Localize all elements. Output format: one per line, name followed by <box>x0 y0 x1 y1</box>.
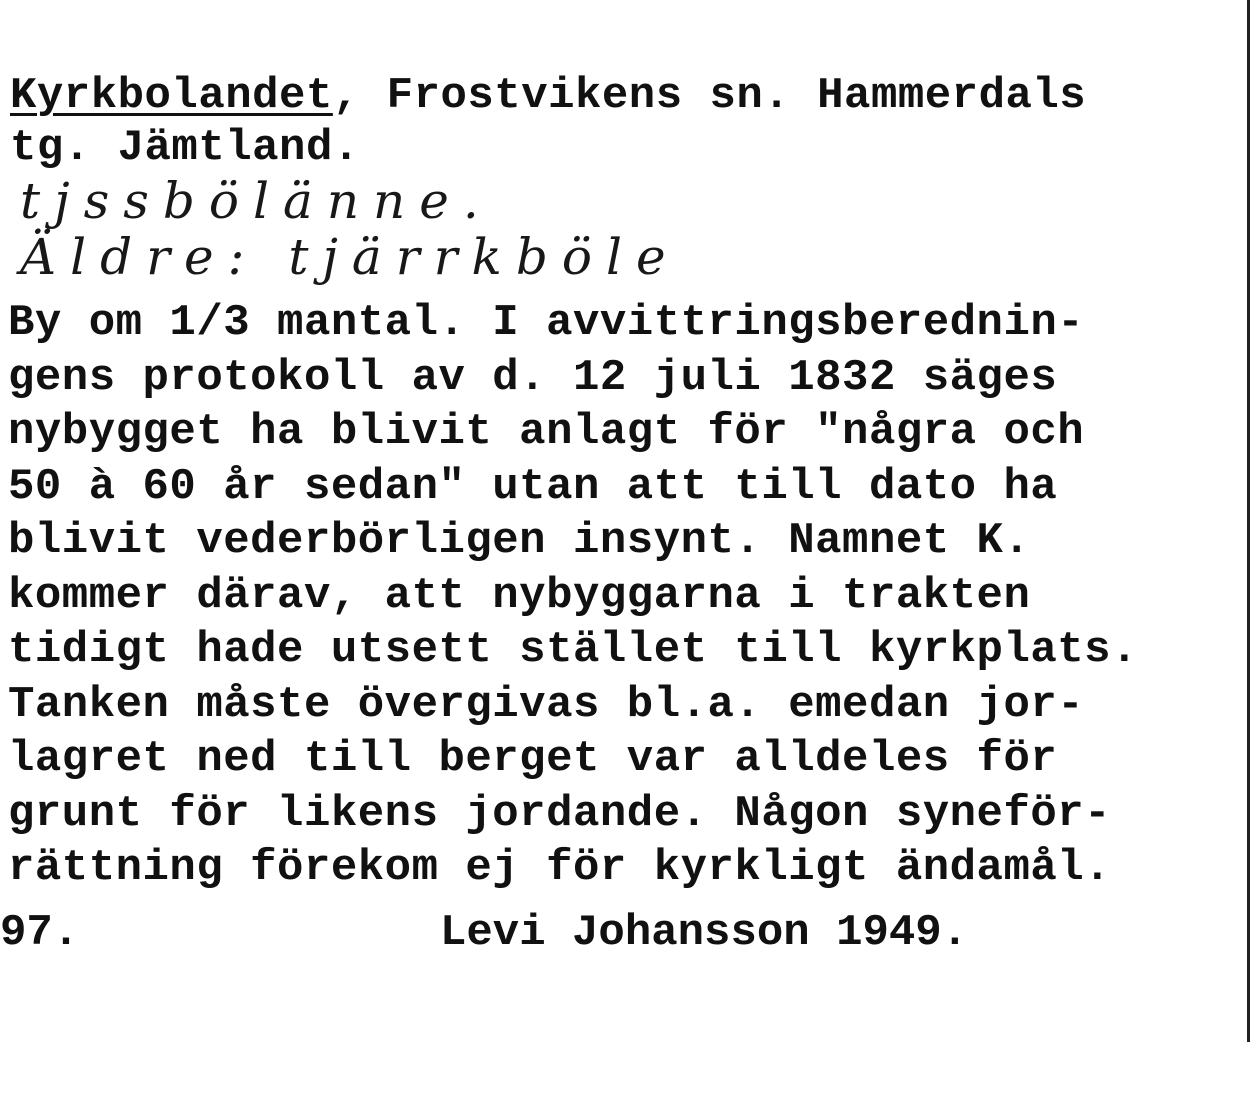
body-line: tidigt hade utsett stället till kyrkplats. <box>8 625 1138 675</box>
body-line: By om 1/3 mantal. I avvittringsberednin- <box>8 298 1085 348</box>
handwritten-older-form: Äldre: tjärrkböle <box>20 228 680 286</box>
place-name: Kyrkbolandet <box>10 71 333 121</box>
author-signature: Levi Johansson 1949. <box>440 908 969 958</box>
body-line: gens protokoll av d. 12 juli 1832 säges <box>8 352 1058 403</box>
body-line: 50 à 60 år sedan" utan att till dato ha <box>8 461 1058 512</box>
body-line: blivit vederbörligen insynt. Namnet K. <box>8 516 1031 566</box>
handwritten-pronunciation: tjssbölänne. <box>20 172 493 230</box>
body-line: Tanken måste övergivas bl.a. emedan jor- <box>8 679 1085 730</box>
body-line: rättning förekom ej för kyrkligt ändamål. <box>8 843 1112 893</box>
heading-rest: , Frostvikens sn. Hammerdals <box>332 71 1087 121</box>
body-line: grunt för likens jordande. Någon syneför- <box>8 788 1112 839</box>
body-line: kommer därav, att nybyggarna i trakten <box>8 570 1031 621</box>
body-line: nybygget ha blivit anlagt för "några och <box>8 407 1085 457</box>
card-number: 97. <box>0 908 80 958</box>
card-heading <box>10 70 1086 174</box>
card-body <box>8 296 1248 896</box>
card-footer <box>0 908 1240 1108</box>
body-line: lagret ned till berget var alldeles för <box>8 734 1058 784</box>
heading-line-2: tg. Jämtland. <box>10 123 360 173</box>
